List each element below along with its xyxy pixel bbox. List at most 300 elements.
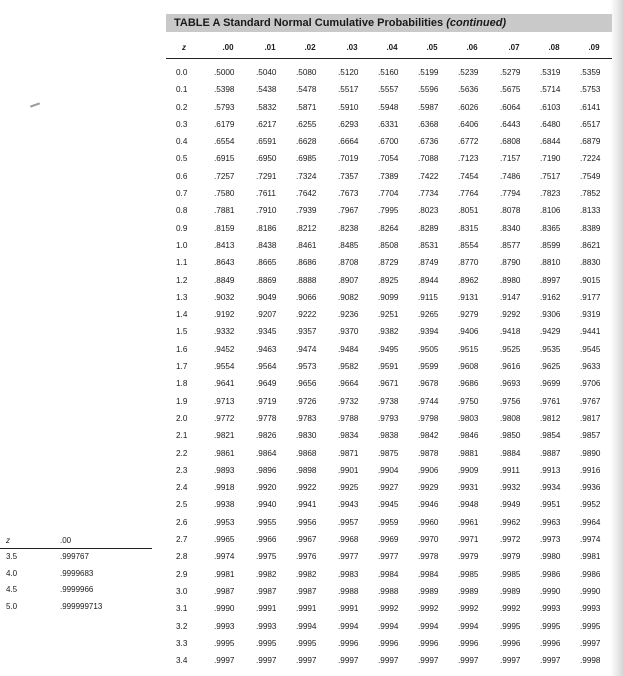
probability-cell: .9959: [378, 517, 399, 527]
probability-cell: .7324: [296, 171, 317, 181]
probability-cell: .5636: [458, 85, 479, 95]
column-header: .08: [548, 43, 560, 52]
probability-cell: .9953: [214, 517, 235, 527]
z-value: 2.6: [176, 517, 188, 527]
probability-cell: .6293: [338, 119, 359, 129]
z-value: 1.0: [176, 240, 188, 250]
probability-cell: .6844: [540, 137, 561, 147]
probability-cell: .9995: [580, 621, 601, 631]
probability-cell: .9951: [540, 500, 561, 510]
probability-cell: .9952: [580, 500, 601, 510]
probability-cell: .9887: [540, 448, 561, 458]
probability-cell: .9991: [338, 604, 359, 614]
probability-cell: .8186: [256, 223, 277, 233]
z-value: 0.2: [176, 102, 188, 112]
probability-cell: .7357: [338, 171, 359, 181]
probability-cell: .9998: [580, 656, 601, 666]
probability-cell: .8289: [418, 223, 439, 233]
probability-cell: .9875: [378, 448, 399, 458]
column-header: .04: [386, 43, 398, 52]
probability-cell: .5596: [418, 85, 439, 95]
z-value: 1.3: [176, 292, 188, 302]
probability-cell: .9756: [500, 396, 521, 406]
probability-cell: .9994: [296, 621, 317, 631]
z-value: 1.2: [176, 275, 188, 285]
table-title-text: TABLE A Standard Normal Cumulative Probabilities: [174, 17, 444, 29]
probability-cell: .9972: [500, 535, 521, 545]
probability-cell: .6554: [214, 137, 235, 147]
probability-cell: .9099: [378, 292, 399, 302]
table-row: [166, 360, 612, 377]
probability-cell: .9992: [418, 604, 439, 614]
probability-cell: .7823: [540, 189, 561, 199]
extended-table-row: [0, 582, 152, 599]
probability-cell: .6406: [458, 119, 479, 129]
table-title-continued: (continued): [446, 17, 507, 29]
probability-cell: .6591: [256, 137, 277, 147]
probability-cell: .9977: [378, 552, 399, 562]
probability-cell: .7019: [338, 154, 359, 164]
z-value: 2.9: [176, 569, 188, 579]
table-row: [166, 66, 612, 83]
probability-cell: .9993: [256, 621, 277, 631]
probability-cell: .9306: [540, 310, 561, 320]
probability-cell: .9941: [296, 500, 317, 510]
probability-cell: .9798: [418, 413, 439, 423]
table-row: [166, 152, 612, 169]
column-header: .07: [508, 43, 520, 52]
probability-cell: .9988: [378, 586, 399, 596]
probability-cell: .9969: [378, 535, 399, 545]
probability-cell: .8749: [418, 258, 439, 268]
probability-cell: .9973: [540, 535, 561, 545]
probability-cell: .9961: [458, 517, 479, 527]
probability-cell: .9946: [418, 500, 439, 510]
probability-cell: .7734: [418, 189, 439, 199]
z-value: 0.0: [176, 68, 188, 77]
z-value: 2.4: [176, 483, 188, 493]
probability-cell: .8997: [540, 275, 561, 285]
probability-cell: .6026: [458, 102, 479, 112]
probability-cell: .9890: [580, 448, 601, 458]
probability-cell: .5199: [418, 68, 439, 77]
probability-cell: .7517: [540, 171, 561, 181]
probability-cell: .8869: [256, 275, 277, 285]
probability-cell: .5000: [214, 68, 235, 77]
table-row: [166, 83, 612, 100]
probability-cell: .9960: [418, 517, 439, 527]
probability-cell: .9719: [256, 396, 277, 406]
probability-cell: .9911: [500, 465, 520, 475]
table-title: [166, 14, 612, 32]
probability-cell: .9162: [540, 292, 561, 302]
probability-cell: .6255: [296, 119, 317, 129]
probability-cell: .8078: [500, 206, 521, 216]
probability-cell: .5160: [378, 68, 399, 77]
probability-cell: .7486: [500, 171, 521, 181]
probability-cell: .9370: [338, 327, 359, 337]
probability-cell: .9995: [500, 621, 521, 631]
extended-probability-cell: .9999683: [60, 568, 94, 578]
z-value: 1.8: [176, 379, 188, 389]
probability-cell: .9616: [500, 362, 521, 372]
probability-cell: .9996: [540, 638, 561, 648]
probability-cell: .9978: [418, 552, 439, 562]
probability-cell: .9826: [256, 431, 277, 441]
probability-cell: .8665: [256, 258, 277, 268]
probability-cell: .9857: [580, 431, 601, 441]
probability-cell: .9997: [214, 656, 235, 666]
probability-cell: .9997: [580, 638, 601, 648]
probability-cell: .6950: [256, 154, 277, 164]
probability-cell: .9394: [418, 327, 439, 337]
table-row: [166, 429, 612, 446]
probability-cell: .9968: [338, 535, 359, 545]
probability-cell: .5987: [418, 102, 439, 112]
probability-cell: .9357: [296, 327, 317, 337]
probability-cell: .9989: [458, 586, 479, 596]
probability-cell: .9992: [458, 604, 479, 614]
table-row: [166, 308, 612, 325]
probability-cell: .9671: [378, 379, 399, 389]
probability-cell: .9996: [338, 638, 359, 648]
probability-cell: .8810: [540, 258, 561, 268]
probability-cell: .8133: [580, 206, 601, 216]
probability-cell: .8340: [500, 223, 521, 233]
z-value: 1.6: [176, 344, 188, 354]
probability-cell: .9956: [296, 517, 317, 527]
probability-cell: .9993: [580, 604, 601, 614]
probability-cell: .9788: [338, 413, 359, 423]
probability-cell: .9993: [540, 604, 561, 614]
probability-cell: .9918: [214, 483, 235, 493]
z-value: 0.8: [176, 206, 188, 216]
probability-cell: .6628: [296, 137, 317, 147]
probability-cell: .9927: [378, 483, 399, 493]
probability-cell: .9484: [338, 344, 359, 354]
table-row: [166, 412, 612, 429]
probability-cell: .9989: [418, 586, 439, 596]
probability-cell: .9940: [256, 500, 277, 510]
probability-cell: .7123: [458, 154, 479, 164]
probability-cell: .8413: [214, 240, 235, 250]
probability-cell: .7454: [458, 171, 479, 181]
probability-cell: .9332: [214, 327, 235, 337]
probability-cell: .9929: [418, 483, 439, 493]
column-header: .00: [222, 43, 234, 52]
probability-cell: .9996: [418, 638, 439, 648]
probability-cell: .8554: [458, 240, 479, 250]
probability-cell: .7764: [458, 189, 479, 199]
probability-cell: .6103: [540, 102, 561, 112]
table-row: [166, 343, 612, 360]
probability-cell: .5279: [500, 68, 521, 77]
probability-cell: .9997: [418, 656, 439, 666]
probability-cell: .9993: [214, 621, 235, 631]
probability-cell: .9319: [580, 310, 601, 320]
probability-cell: .9207: [256, 310, 277, 320]
probability-cell: .9975: [256, 552, 277, 562]
probability-cell: .9429: [540, 327, 561, 337]
probability-cell: .7422: [418, 171, 439, 181]
probability-cell: .9564: [256, 362, 277, 372]
probability-cell: .5080: [296, 68, 317, 77]
probability-cell: .9474: [296, 344, 317, 354]
probability-cell: .7642: [296, 189, 317, 199]
probability-cell: .6700: [378, 137, 399, 147]
probability-cell: .7389: [378, 171, 399, 181]
probability-cell: .8577: [500, 240, 521, 250]
probability-cell: .9985: [500, 569, 521, 579]
probability-cell: .8238: [338, 223, 359, 233]
probability-cell: .7852: [580, 189, 601, 199]
probability-cell: .9983: [338, 569, 359, 579]
probability-cell: .9913: [540, 465, 561, 475]
probability-cell: .7673: [338, 189, 359, 199]
table-row: [166, 239, 612, 256]
probability-cell: .9965: [214, 535, 235, 545]
probability-cell: .9846: [458, 431, 479, 441]
probability-cell: .8389: [580, 223, 601, 233]
z-value: 1.4: [176, 310, 188, 320]
probability-cell: .8365: [540, 223, 561, 233]
probability-cell: .9981: [580, 552, 601, 562]
probability-cell: .9979: [500, 552, 521, 562]
probability-cell: .9962: [500, 517, 521, 527]
probability-cell: .9990: [580, 586, 601, 596]
table-row: [166, 291, 612, 308]
probability-cell: .6517: [580, 119, 601, 129]
table-row: [166, 256, 612, 273]
extended-table-header: [0, 534, 152, 549]
probability-cell: .9535: [540, 344, 561, 354]
probability-cell: .5359: [580, 68, 601, 77]
probability-cell: .8531: [418, 240, 439, 250]
probability-cell: .9966: [256, 535, 277, 545]
table-row: [166, 274, 612, 291]
probability-cell: .9115: [418, 292, 438, 302]
probability-cell: .6808: [500, 137, 521, 147]
probability-cell: .9984: [378, 569, 399, 579]
z-value: 2.8: [176, 552, 188, 562]
probability-cell: .7611: [256, 189, 276, 199]
probability-cell: .9984: [418, 569, 439, 579]
probability-cell: .9971: [458, 535, 479, 545]
table-row: [166, 464, 612, 481]
probability-cell: .9441: [580, 327, 601, 337]
probability-cell: .5040: [256, 68, 277, 77]
probability-cell: .9990: [214, 604, 235, 614]
probability-cell: .9830: [296, 431, 317, 441]
table-row: [166, 187, 612, 204]
extended-column-header: .00: [60, 536, 72, 545]
probability-cell: .6141: [580, 102, 601, 112]
probability-cell: .8729: [378, 258, 399, 268]
probability-cell: .9979: [458, 552, 479, 562]
probability-cell: .9495: [378, 344, 399, 354]
probability-cell: .9279: [458, 310, 479, 320]
probability-cell: .9922: [296, 483, 317, 493]
probability-cell: .9994: [378, 621, 399, 631]
probability-cell: .8770: [458, 258, 479, 268]
column-header: .01: [264, 43, 276, 52]
extended-table: [0, 534, 152, 615]
probability-cell: .9812: [540, 413, 561, 423]
probability-cell: .7881: [214, 206, 235, 216]
z-value: 2.1: [176, 431, 188, 441]
probability-cell: .9963: [540, 517, 561, 527]
probability-cell: .9131: [458, 292, 479, 302]
table-row: [166, 602, 612, 619]
probability-cell: .5478: [296, 85, 317, 95]
probability-cell: .9901: [338, 465, 359, 475]
probability-cell: .9995: [540, 621, 561, 631]
probability-cell: .9945: [378, 500, 399, 510]
z-value: 2.5: [176, 500, 188, 510]
probability-cell: .6985: [296, 154, 317, 164]
probability-cell: .9943: [338, 500, 359, 510]
pen-mark: [30, 102, 40, 107]
probability-cell: .9192: [214, 310, 235, 320]
probability-cell: .8980: [500, 275, 521, 285]
probability-cell: .8023: [418, 206, 439, 216]
probability-cell: .7580: [214, 189, 235, 199]
probability-cell: .5319: [540, 68, 561, 77]
probability-cell: .8212: [296, 223, 317, 233]
column-header: .06: [466, 43, 478, 52]
probability-cell: .6331: [378, 119, 399, 129]
probability-cell: .8508: [378, 240, 399, 250]
probability-cell: .5438: [256, 85, 277, 95]
probability-cell: .9987: [296, 586, 317, 596]
probability-cell: .9990: [540, 586, 561, 596]
probability-cell: .5871: [296, 102, 317, 112]
probability-cell: .9251: [378, 310, 399, 320]
probability-cell: .8790: [500, 258, 521, 268]
probability-cell: .9957: [338, 517, 359, 527]
table-row: [166, 395, 612, 412]
table-row: [166, 550, 612, 567]
probability-cell: .9783: [296, 413, 317, 423]
probability-cell: .9982: [296, 569, 317, 579]
z-value: 1.5: [176, 327, 188, 337]
z-value: 0.1: [176, 85, 188, 95]
probability-cell: .8643: [214, 258, 235, 268]
z-value: 0.3: [176, 119, 188, 129]
column-header: .03: [346, 43, 358, 52]
probability-cell: .9236: [338, 310, 359, 320]
probability-cell: .9955: [256, 517, 277, 527]
probability-cell: .8888: [296, 275, 317, 285]
probability-cell: .9803: [458, 413, 479, 423]
probability-cell: .9997: [458, 656, 479, 666]
probability-cell: .9994: [458, 621, 479, 631]
probability-cell: .5948: [378, 102, 399, 112]
probability-cell: .9834: [338, 431, 359, 441]
probability-cell: .9995: [296, 638, 317, 648]
probability-cell: .9032: [214, 292, 235, 302]
probability-cell: .9995: [256, 638, 277, 648]
z-value: 3.1: [176, 604, 188, 614]
probability-cell: .8686: [296, 258, 317, 268]
probability-cell: .9864: [256, 448, 277, 458]
probability-cell: .9997: [500, 656, 521, 666]
probability-cell: .9967: [296, 535, 317, 545]
probability-cell: .9761: [540, 396, 561, 406]
extended-z-header: z: [6, 536, 10, 545]
probability-cell: .7054: [378, 154, 399, 164]
probability-cell: .9948: [458, 500, 479, 510]
probability-cell: .5517: [338, 85, 359, 95]
probability-cell: .8051: [458, 206, 479, 216]
table-row: [166, 533, 612, 550]
z-value: 2.0: [176, 413, 188, 423]
probability-cell: .9082: [338, 292, 359, 302]
probability-cell: .5557: [378, 85, 399, 95]
probability-cell: .9985: [458, 569, 479, 579]
probability-cell: .8849: [214, 275, 235, 285]
probability-cell: .7291: [256, 171, 277, 181]
probability-cell: .9916: [580, 465, 601, 475]
probability-cell: .9934: [540, 483, 561, 493]
probability-cell: .8830: [580, 258, 601, 268]
probability-cell: .8485: [338, 240, 359, 250]
probability-cell: .9992: [378, 604, 399, 614]
probability-cell: .9750: [458, 396, 479, 406]
z-value: 3.3: [176, 638, 188, 648]
probability-cell: .9906: [418, 465, 439, 475]
probability-cell: .8599: [540, 240, 561, 250]
probability-cell: .5714: [540, 85, 561, 95]
probability-cell: .7257: [214, 171, 235, 181]
probability-cell: .9987: [214, 586, 235, 596]
probability-cell: .9878: [418, 448, 439, 458]
probability-cell: .9861: [214, 448, 235, 458]
probability-cell: .9904: [378, 465, 399, 475]
probability-cell: .6480: [540, 119, 561, 129]
probability-cell: .5675: [500, 85, 521, 95]
probability-cell: .6772: [458, 137, 479, 147]
probability-cell: .9641: [214, 379, 235, 389]
probability-cell: .9664: [338, 379, 359, 389]
probability-cell: .9406: [458, 327, 479, 337]
page-edge-shadow: [610, 0, 624, 676]
z-value: 1.9: [176, 396, 188, 406]
table-row: [166, 377, 612, 394]
probability-cell: .8621: [580, 240, 601, 250]
probability-cell: .6064: [500, 102, 521, 112]
probability-cell: .9964: [580, 517, 601, 527]
z-value: 0.4: [176, 137, 188, 147]
probability-cell: .9854: [540, 431, 561, 441]
table-row: [166, 498, 612, 515]
probability-cell: .7995: [378, 206, 399, 216]
probability-cell: .8438: [256, 240, 277, 250]
probability-cell: .9821: [214, 431, 235, 441]
probability-cell: .9974: [214, 552, 235, 562]
table-row: [166, 170, 612, 187]
probability-cell: .9625: [540, 362, 561, 372]
probability-cell: .7190: [540, 154, 561, 164]
extended-z-value: 5.0: [6, 601, 18, 611]
probability-cell: .9896: [256, 465, 277, 475]
probability-cell: .9515: [458, 344, 479, 354]
probability-cell: .8159: [214, 223, 235, 233]
probability-cell: .9554: [214, 362, 235, 372]
probability-cell: .7967: [338, 206, 359, 216]
probability-cell: .6179: [214, 119, 235, 129]
probability-cell: .9452: [214, 344, 235, 354]
